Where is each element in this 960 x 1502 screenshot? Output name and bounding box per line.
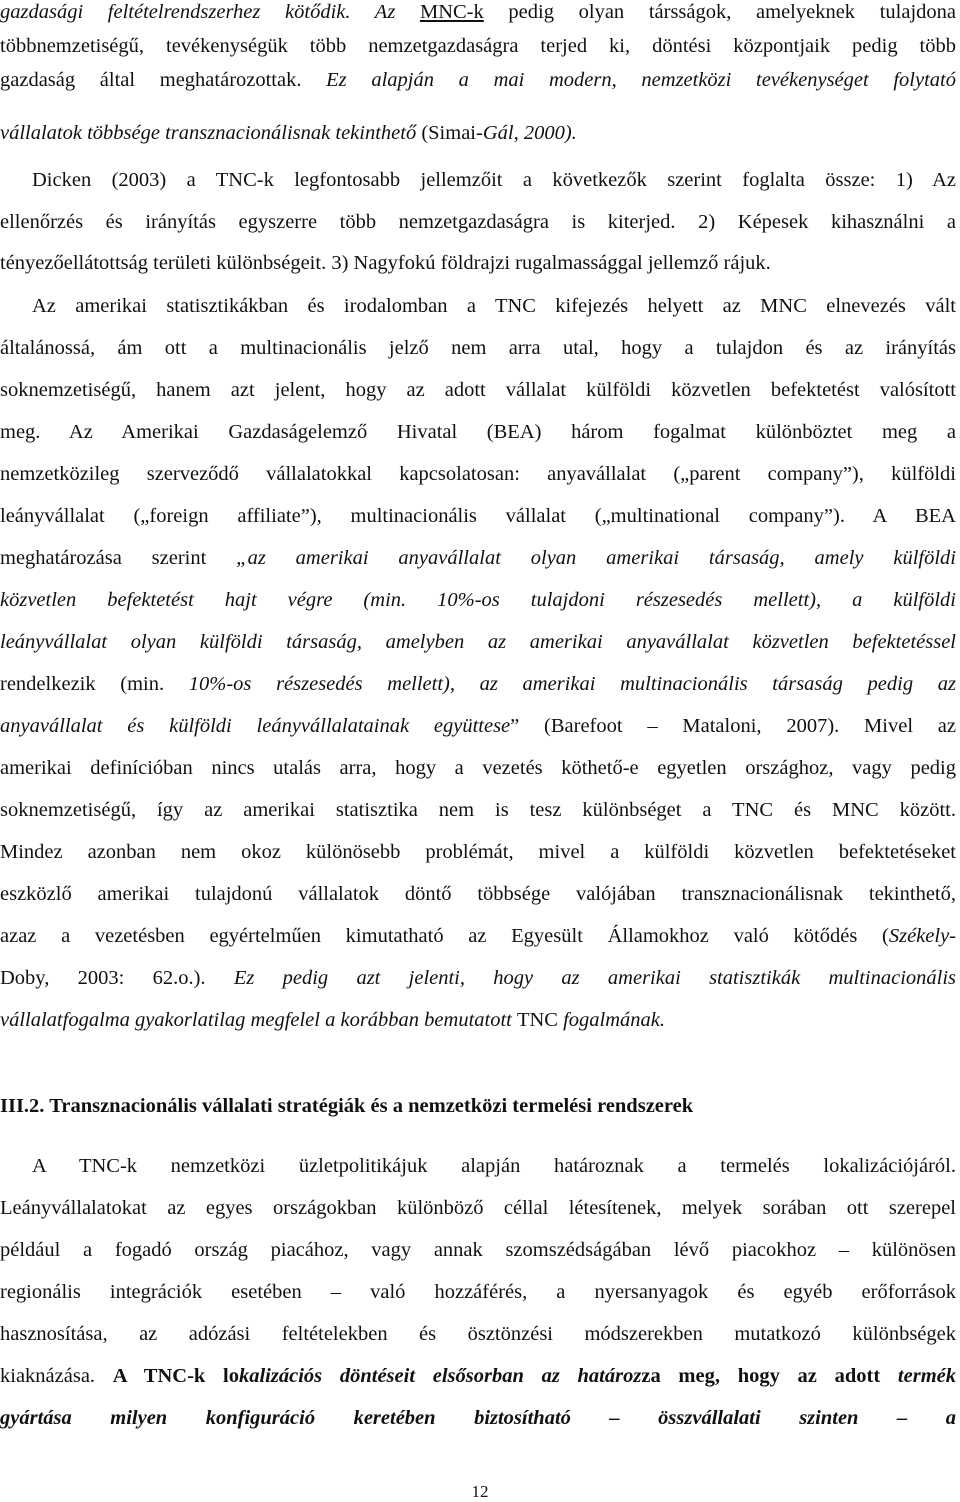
italic-text: vállalatok többsége transznacionálisnak tekinthető xyxy=(0,122,417,144)
text-run: többnemzetiségű, tevékenységük több nemzetgazdaságra terjed ki, döntési központjaik pedig több xyxy=(0,35,956,57)
text-run: például a fogadó ország piacához, vagy annak szomszédságában lévő piacokhoz – különösen xyxy=(0,1239,956,1261)
text-run: Doby, 2003: 62.o.). xyxy=(0,967,234,989)
text-run: amerikai definícióban nincs utalás arra, hogy a vezetés köthető-e egyetlen országhoz, vagy pedig xyxy=(0,757,956,779)
text-line xyxy=(0,880,956,908)
italic-text: gazdasági feltételrendszerhez kötődik. xyxy=(0,1,351,23)
text-run: meghatározása szerint xyxy=(0,547,237,569)
text-line xyxy=(0,1404,956,1432)
text-line xyxy=(0,119,956,147)
text-run: hasznosítása, az adózási feltételekben és ösztönzési módszerekben mutatkozó különbségek xyxy=(0,1323,956,1345)
text-run: leányvállalat („foreign affiliate”), multinacionális vállalat („multinational company”). A BEA xyxy=(0,505,956,527)
italic-quote: leányvállalat olyan külföldi társaság, amelyben az amerikai anyavállalat közvetlen befektetéssel xyxy=(0,631,956,653)
text-run: TNC xyxy=(516,1009,558,1031)
text-run: ellenőrzés és irányítás egyszerre több nemzetgazdaságra is kiterjed. 2) Képesek kihasználni a xyxy=(0,211,956,233)
text-line xyxy=(0,1362,956,1390)
bold-italic-text: kalizációs döntéseit elsősorban az határoz xyxy=(238,1365,642,1387)
text-run: pedig olyan társságok, amelyeknek tulajdona xyxy=(483,1,956,23)
text-run: (Simai- xyxy=(416,122,483,144)
text-run: Az amerikai statisztikákban és irodalomban a TNC kifejezés helyett az MNC elnevezés vált xyxy=(32,295,956,317)
text-line xyxy=(0,418,956,446)
text-line xyxy=(0,334,956,362)
bold-italic-text: termék xyxy=(897,1365,956,1387)
text-line xyxy=(0,712,956,740)
text-line xyxy=(0,670,956,698)
italic-text: vállalatfogalma gyakorlatilag megfelel a korábban bemutatott xyxy=(0,1009,517,1031)
page-number: 12 xyxy=(471,1482,489,1501)
italic-quote: 10%-os tulajdoni részesedés mellett), a külföldi xyxy=(437,589,956,611)
text-run: nemzetközileg szerveződő vállalatokkal kapcsolatosan: anyavállalat („parent company”), külföldi xyxy=(0,463,956,485)
text-line xyxy=(0,460,956,488)
text-run: Dicken (2003) a TNC-k legfontosabb jellemzőit a következők szerint foglalta össze: 1) Az xyxy=(32,169,956,191)
text-run: meg. Az Amerikai Gazdaságelemző Hivatal (BEA) három fogalmat különböztet meg a xyxy=(0,421,956,443)
text-line xyxy=(0,922,956,950)
italic-text: Székely- xyxy=(888,925,956,947)
italic-text: fogalmának. xyxy=(557,1009,666,1031)
text-run: soknemzetiségű, hanem azt jelent, hogy az adott vállalat külföldi közvetlen befektetést valósított xyxy=(0,379,956,401)
text-line xyxy=(0,1278,956,1306)
text-line xyxy=(0,208,956,236)
text-line xyxy=(0,964,956,992)
text-run: rendelkezik (min. xyxy=(0,673,189,695)
section-heading: III.2. Transznacionális vállalati stratégiák és a nemzetközi termelési rendszerek xyxy=(0,1095,694,1117)
italic-quote: anyavállalat és külföldi leányvállalatainak együttese xyxy=(0,715,511,737)
italic-text: Ez pedig azt jelenti, hogy az amerikai statisztikák multinacionális xyxy=(233,967,957,989)
text-run: Mindez azonban nem okoz különösebb problémát, mivel a külföldi közvetlen befektetéseket xyxy=(0,841,956,863)
text-run: eszközlő amerikai tulajdonú vállalatok döntő többsége valójában transznacionálisnak tekinthető, xyxy=(0,883,956,905)
text-run: Az xyxy=(350,1,420,23)
text-run: ” (Barefoot – Mataloni, 2007). Mivel az xyxy=(510,715,956,737)
text-run: gazdaság által meghatározottak. xyxy=(0,69,302,91)
text-run: általánossá, ám ott a multinacionális jelző nem arra utal, hogy a tulajdon és az irányítás xyxy=(0,337,956,359)
text-line xyxy=(0,0,956,26)
text-line xyxy=(0,1194,956,1222)
text-line xyxy=(0,796,956,824)
text-run: A TNC-k nemzetközi üzletpolitikájuk alapján határoznak a termelés lokalizációjáról. xyxy=(32,1155,956,1177)
italic-quote: 10%-os részesedés mellett), az amerikai multinacionális társaság pedig az xyxy=(188,673,956,695)
text-line xyxy=(0,66,956,94)
text-line xyxy=(0,376,956,404)
text-line xyxy=(0,754,956,782)
text-line xyxy=(32,292,956,320)
text-run: Leányvállalatokat az egyes országokban különböző céllal létesítenek, melyek sorában ott szerepel xyxy=(0,1197,956,1219)
text-line xyxy=(0,1320,956,1348)
text-line xyxy=(0,249,956,277)
italic-text: Ez alapján a mai modern, nemzetközi tevékenységet folytató xyxy=(301,69,956,91)
text-run: kiaknázása. xyxy=(0,1365,113,1387)
text-line xyxy=(0,1006,956,1034)
citation: Gál, 2000). xyxy=(482,122,577,144)
text-line xyxy=(0,838,956,866)
text-run: soknemzetiségű, így az amerikai statisztika nem is tesz különbséget a TNC és MNC között. xyxy=(0,799,956,821)
text-line xyxy=(0,586,956,614)
underlined-term: MNC-k xyxy=(419,1,484,23)
bold-text: za meg, hogy az adott xyxy=(641,1365,898,1387)
text-line xyxy=(0,1236,956,1264)
italic-quote: „az amerikai anyavállalat olyan amerikai társaság, amely külföldi xyxy=(236,547,956,569)
bold-text: A TNC-k lo xyxy=(112,1365,239,1387)
text-run: tényezőellátottság területi különbségeit. 3) Nagyfokú földrajzi rugalmassággal jellemző rájuk. xyxy=(0,252,771,274)
text-line xyxy=(0,32,956,60)
italic-quote: közvetlen befektetést hajt végre (min. xyxy=(0,589,438,611)
text-run: regionális integrációk esetében – való hozzáférés, a nyersanyagok és egyéb erőforrások xyxy=(0,1281,956,1303)
text-line xyxy=(0,544,956,572)
text-line xyxy=(0,628,956,656)
text-line xyxy=(0,502,956,530)
bold-italic-text: gyártása milyen konfiguráció keretében biztosítható – összvállalati szinten – a xyxy=(0,1407,956,1429)
text-run: azaz a vezetésben egyértelműen kimutatható az Egyesült Államokhoz való kötődés ( xyxy=(0,925,889,947)
text-line xyxy=(32,1152,956,1180)
text-line xyxy=(32,166,956,194)
